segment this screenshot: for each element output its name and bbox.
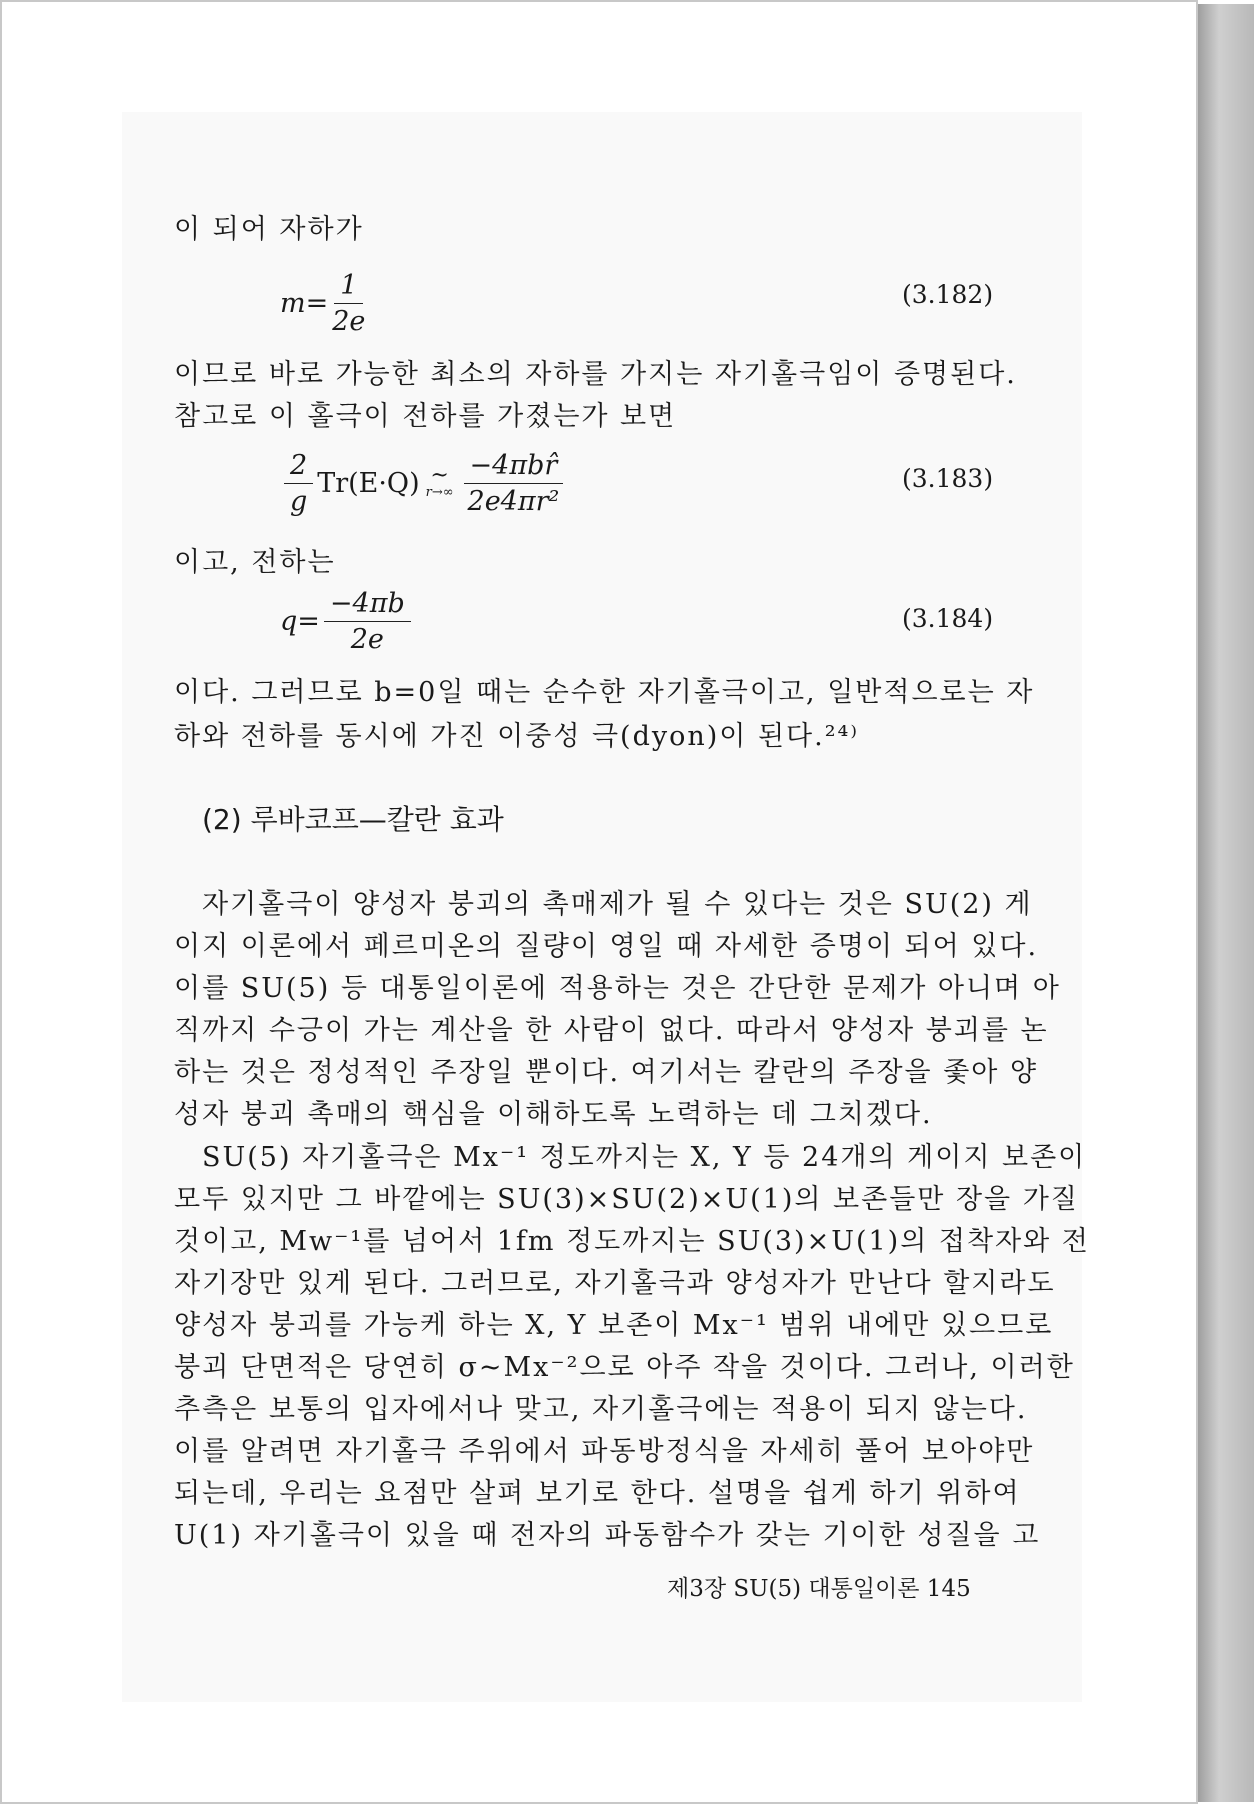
body-line-15: 되는데, 우리는 요점만 살펴 보기로 한다. 설명을 쉽게 하기 위하여 [174,1478,1021,1509]
eq183-trace: Tr(E·Q) [317,468,420,499]
eq183-tilde: ~ r→∞ [425,463,454,500]
eq183-frac-a [284,450,313,517]
body-line-4: 직까지 수긍이 가는 계산을 한 사람이 없다. 따라서 양성자 붕괴를 논 [174,1015,1049,1046]
body-line-2: 이지 이론에서 페르미온의 질량이 영일 때 자세한 증명이 되어 있다. [174,931,1039,962]
body-line-1: 자기홀극이 양성자 붕괴의 촉매제가 될 수 있다는 것은 SU(2) 게 [202,889,1033,920]
equation-3-183 [280,450,567,517]
body-line-10: 자기장만 있게 된다. 그러므로, 자기홀극과 양성자가 만난다 할지라도 [174,1268,1056,1299]
equation-3-182 [280,270,369,337]
eq183-num-b: −4πbr̂ [464,450,564,484]
body-line-8: 모두 있지만 그 바깥에는 SU(3)×SU(2)×U(1)의 보존들만 장을 가질 [174,1184,1079,1215]
body-line-6: 성자 붕괴 촉매의 핵심을 이해하도록 노력하는 데 그치겠다. [174,1099,933,1130]
intro-line: 이 되어 자하가 [174,214,364,245]
eq183-frac-b [464,450,564,517]
eq182-num: 1 [334,270,363,304]
eq183-num-a: 2 [284,450,313,484]
eq184-num: −4πb [324,588,411,622]
eq182-fraction [332,270,365,337]
body-line-3: 이를 SU(5) 등 대통일이론에 적용하는 것은 간단한 문제가 아니며 아 [174,973,1061,1004]
page-edge-shadow [1196,4,1254,1802]
eq184-fraction [324,588,411,655]
eqno-184: (3.184) [902,604,994,633]
para3-line1: 이다. 그러므로 b=0일 때는 순수한 자기홀극이고, 일반적으로는 자 [174,677,1035,708]
eqno-183: (3.183) [902,464,994,493]
body-line-13: 추측은 보통의 입자에서나 맞고, 자기홀극에는 적용이 되지 않는다. [174,1394,1028,1425]
para2-line: 이고, 전하는 [174,547,336,578]
body-line-14: 이를 알려면 자기홀극 주위에서 파동방정식을 자세히 풀어 보아야만 [174,1436,1035,1467]
eqno-182: (3.182) [902,280,994,309]
para1-line2: 참고로 이 홀극이 전하를 가졌는가 보면 [174,401,677,432]
section-heading: (2) 루바코프—칼란 효과 [202,803,504,836]
body-line-5: 하는 것은 정성적인 주장일 뿐이다. 여기서는 칼란의 주장을 좇아 양 [174,1057,1039,1088]
eq183-limit: r→∞ [425,485,454,500]
body-line-12: 붕괴 단면적은 당연히 σ~Mx⁻²으로 아주 작을 것이다. 그러나, 이러한 [174,1352,1075,1383]
para1-line1: 이므로 바로 가능한 최소의 자하를 가지는 자기홀극임이 증명된다. [174,359,1017,390]
body-line-7: SU(5) 자기홀극은 Mx⁻¹ 정도까지는 X, Y 등 24개의 게이지 보존이 [202,1142,1087,1173]
eq183-den-b: 2e4πr² [467,486,560,517]
eq182-den: 2e [332,306,366,337]
eq184-den: 2e [350,624,384,655]
para3-line2: 하와 전하를 동시에 가진 이중성 극(dyon)이 된다.²⁴⁾ [174,721,859,752]
equation-3-184 [280,588,415,655]
eq182-lhs: m= [280,288,329,319]
eq184-lhs: q= [280,606,320,637]
eq183-den-a: g [289,486,308,517]
page-footer: 제3장 SU(5) 대통일이론 145 [667,1576,971,1602]
body-line-16: U(1) 자기홀극이 있을 때 전자의 파동함수가 갖는 기이한 성질을 고 [174,1520,1041,1551]
body-line-11: 양성자 붕괴를 가능케 하는 X, Y 보존이 Mx⁻¹ 범위 내에만 있으므로 [174,1310,1054,1341]
body-line-9: 것이고, Mw⁻¹를 넘어서 1fm 정도까지는 SU(3)×U(1)의 접착자와 전 [174,1226,1090,1257]
